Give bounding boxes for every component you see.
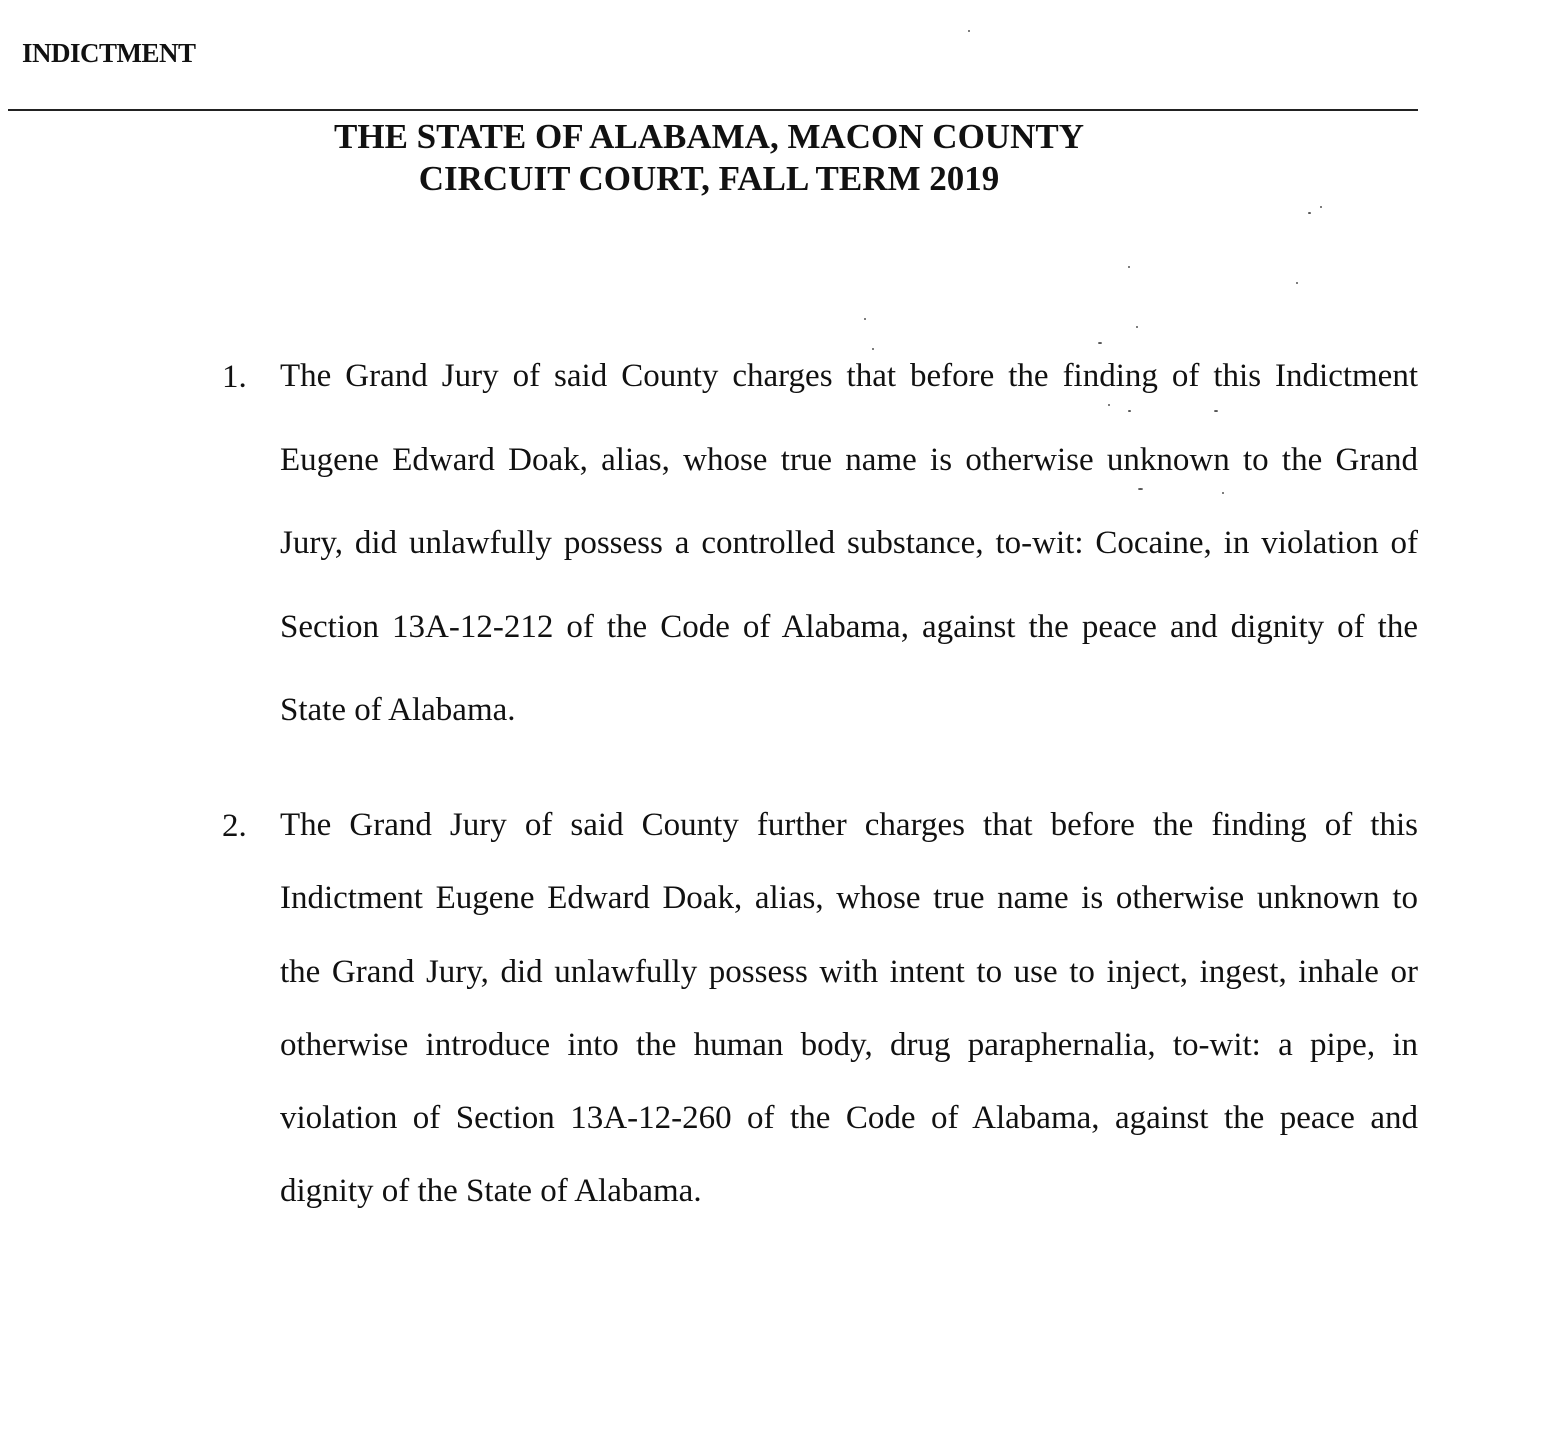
scan-speck xyxy=(1108,404,1110,406)
scan-speck xyxy=(1296,282,1298,284)
count-1 xyxy=(222,357,1418,753)
scan-speck xyxy=(1098,342,1102,344)
count-2 xyxy=(222,806,1418,1229)
scan-speck xyxy=(872,348,874,350)
scan-speck xyxy=(1320,206,1322,208)
scan-speck xyxy=(1136,326,1138,328)
count-2-number: 2. xyxy=(222,808,247,844)
scan-speck xyxy=(1308,212,1311,214)
scan-speck xyxy=(1214,410,1218,412)
scan-speck xyxy=(1222,492,1224,494)
document-label: INDICTMENT xyxy=(22,38,196,68)
court-heading xyxy=(0,116,1418,200)
count-1-text: The Grand Jury of said County charges that before the finding of this Indictment Eugene Edward Doak, alias, whose true name is otherwise unknown to the Grand Jury, did unlawfully possess a controlled substance, to-wit: Cocaine, in violation of Section 13A-12-212 of the Code of Alabama, against the peace and dignity of the State of Alabama. xyxy=(280,358,1418,728)
scan-speck xyxy=(1138,488,1143,490)
header-divider xyxy=(8,109,1418,111)
court-heading-line-1: THE STATE OF ALABAMA, MACON COUNTY xyxy=(334,117,1084,156)
scan-speck xyxy=(1128,410,1131,412)
scan-speck xyxy=(864,318,866,320)
count-2-text: The Grand Jury of said County further charges that before the finding of this Indictment Eugene Edward Doak, alias, whose true name is otherwise unknown to the Grand Jury, did unlawfully possess with intent to use to inject, ingest, inhale or otherwise introduce into the human body, drug paraphernalia, to-wit: a pipe, in violation of Section 13A-12-260 of the Code of Alabama, against the peace and dignity of the State of Alabama. xyxy=(280,807,1418,1210)
court-heading-line-2: CIRCUIT COURT, FALL TERM 2019 xyxy=(418,159,1000,198)
count-1-number: 1. xyxy=(222,359,247,395)
scan-speck xyxy=(1128,266,1130,268)
scan-speck xyxy=(968,30,970,32)
